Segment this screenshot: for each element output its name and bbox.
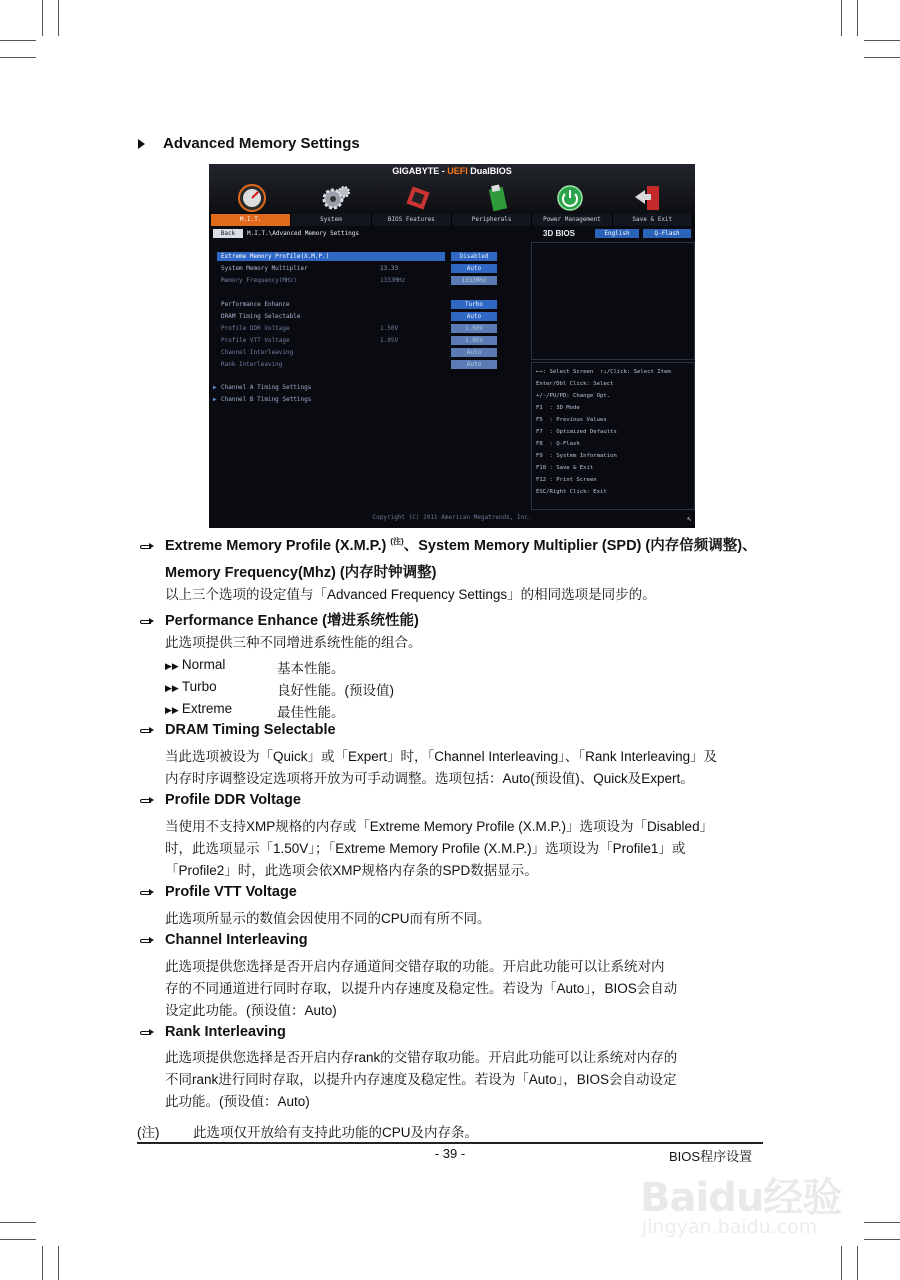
item-description: 此选项提供您选择是否开启内存rank的交错存取功能。开启此功能可以让系统对内存的 (165, 1050, 678, 1065)
help-line: F8 : Q-Flash (536, 441, 580, 447)
setting-row-xmp[interactable] (215, 252, 525, 262)
setting-label: Profile DDR Voltage (221, 325, 290, 332)
item-description: 内存时序调整设定选项将开放为可手动调整。选项包括：Auto(预设值)、Quick及Expert。 (165, 771, 694, 786)
footnote-mark: (注) (137, 1125, 160, 1140)
language-button[interactable]: English (595, 229, 639, 238)
crop-mark (841, 1246, 842, 1280)
help-line: +/-/PU/PD: Change Opt. (536, 393, 611, 399)
setting-option[interactable]: Turbo (451, 300, 497, 309)
crop-mark (864, 1239, 900, 1240)
watermark-logo: Baidu经验 (640, 1175, 842, 1221)
help-line: F5 : Previous Values (536, 417, 607, 423)
setting-label: Performance Enhance (221, 301, 290, 308)
setting-row-rank-interleaving[interactable] (215, 360, 525, 370)
gear-icon[interactable] (319, 182, 353, 212)
bios-title-brand: GIGABYTE - (392, 166, 448, 176)
exit-door-icon[interactable] (631, 182, 665, 212)
tab-peripherals[interactable]: Peripherals (452, 214, 532, 226)
item-title: Profile DDR Voltage (165, 792, 301, 808)
item-title: DRAM Timing Selectable (165, 722, 336, 738)
power-icon[interactable] (553, 182, 587, 212)
gauge-icon[interactable] (235, 182, 269, 212)
tab-power-management[interactable]: Power Management (532, 214, 612, 226)
crop-mark (58, 0, 59, 36)
bios-info-panel (531, 242, 695, 360)
setting-value: 13.33 (380, 265, 399, 272)
submenu-channel-b[interactable] (215, 395, 525, 405)
item-description: 时，此选项显示「1.50V」；「Extreme Memory Profile (X.M.P.)」选项设为「Profile1」或 (165, 841, 686, 856)
setting-row-performance[interactable] (215, 300, 525, 310)
double-arrow-icon: ▶▶ (165, 683, 179, 693)
item-heading-dram-timing (140, 722, 336, 738)
item-heading-performance (140, 609, 419, 630)
setting-label: Profile VTT Voltage (221, 337, 290, 344)
setting-label: Extreme Memory Profile(X.M.P.) (221, 253, 330, 260)
setting-option[interactable]: Auto (451, 264, 497, 273)
submenu-label: Channel B Timing Settings (221, 396, 312, 403)
item-description: 此选项所显示的数值会因使用不同的CPU而有所不同。 (165, 911, 491, 926)
setting-label: DRAM Timing Selectable (221, 313, 301, 320)
crop-mark (0, 57, 36, 58)
setting-row-ddr-voltage[interactable] (215, 324, 525, 334)
back-button[interactable]: Back (213, 229, 243, 238)
item-heading-ddr-voltage (140, 792, 301, 808)
help-line: ←→: Select Screen ↑↓/Click: Select Item (536, 369, 671, 375)
item-description: 此选项提供三种不同增进系统性能的组合。 (165, 635, 422, 650)
bios-tab-bar (211, 214, 693, 226)
setting-option[interactable]: Disabled (451, 252, 497, 261)
submenu-arrow-icon: ▶ (213, 384, 217, 391)
pointer-bullet-icon (140, 888, 154, 896)
bios-copyright: Copyright (C) 2011 American Megatrends, Inc. (372, 514, 532, 521)
option-name: Turbo (181, 679, 217, 694)
setting-row-channel-interleaving[interactable] (215, 348, 525, 358)
tab-save-exit[interactable]: Save & Exit (613, 214, 693, 226)
setting-row-vtt-voltage[interactable] (215, 336, 525, 346)
pointer-bullet-icon (140, 936, 154, 944)
item-heading-vtt-voltage (140, 884, 297, 900)
crop-mark (857, 0, 858, 36)
help-line: F12 : Print Screen (536, 477, 597, 483)
usb-icon[interactable] (481, 182, 515, 212)
pointer-bullet-icon (140, 617, 154, 625)
tab-mit[interactable]: M.I.T. (211, 214, 291, 226)
crop-mark (864, 40, 900, 41)
pointer-bullet-icon (140, 726, 154, 734)
double-arrow-icon: ▶▶ (165, 661, 179, 671)
breadcrumb: M.I.T.\Advanced Memory Settings (247, 230, 359, 237)
setting-option: Auto (451, 348, 497, 357)
submenu-channel-a[interactable] (215, 383, 525, 393)
help-line: F9 : System Information (536, 453, 617, 459)
item-description: 此功能。(预设值：Auto) (165, 1094, 310, 1109)
option-row (165, 657, 345, 676)
chip-icon[interactable] (401, 182, 435, 212)
crop-mark (42, 1246, 43, 1280)
crop-mark (0, 40, 36, 41)
item-title-continued: Memory Frequency(Mhz) (内存时钟调整) (165, 565, 437, 581)
tab-system[interactable]: System (291, 214, 371, 226)
option-name: Extreme (181, 701, 233, 716)
setting-label: System Memory Multiplier (221, 265, 308, 272)
setting-option: 1.50V (451, 324, 497, 333)
setting-value: 1333MHz (380, 277, 406, 284)
setting-row-dram-timing[interactable] (215, 312, 525, 322)
item-description: 「Profile2」时，此选项会依XMP规格内存条的SPD数据显示。 (165, 863, 538, 878)
setting-label: Rank Interleaving (221, 361, 283, 368)
setting-label: Channel Interleaving (221, 349, 294, 356)
crop-mark (864, 1222, 900, 1223)
crop-mark (841, 0, 842, 36)
help-line: ESC/Right Click: Exit (536, 489, 607, 495)
help-line: F10 : Save & Exit (536, 465, 594, 471)
crop-mark (0, 1239, 36, 1240)
item-title: Extreme Memory Profile (X.M.P.) (165, 538, 387, 554)
page-number: - 39 - (434, 1146, 466, 1161)
help-line: F1 : 3D Mode (536, 405, 580, 411)
pointer-bullet-icon (140, 542, 154, 550)
footnote-text: 此选项仅开放给有支持此功能的CPU及内存条。 (193, 1125, 479, 1140)
item-description: 以上三个选项的设定值与「Advanced Frequency Settings」的相同选项是同步的。 (165, 587, 656, 602)
bios-title (209, 166, 695, 176)
item-title: Rank Interleaving (165, 1024, 286, 1040)
footer-section-title: BIOS程序设置 (669, 1149, 753, 1164)
option-row (165, 679, 394, 698)
item-heading-xmp (140, 534, 757, 555)
qflash-button[interactable]: Q-Flash (643, 229, 691, 238)
item-heading-channel-interleaving (140, 932, 308, 948)
option-desc: 良好性能。(预设值) (277, 683, 394, 698)
bios-breadcrumb-bar (211, 228, 693, 239)
item-title: 、System Memory Multiplier (SPD) (内存倍频调整)、 (403, 538, 757, 554)
item-title: Profile VTT Voltage (165, 884, 297, 900)
crop-mark (42, 0, 43, 36)
item-title: Channel Interleaving (165, 932, 308, 948)
footnote (137, 1121, 479, 1141)
setting-option: Auto (451, 360, 497, 369)
setting-label: Memory Frequency(MHz) (221, 277, 297, 284)
bios-title-uefi: UEFI (447, 166, 468, 176)
setting-option: 1333MHz (451, 276, 497, 285)
crop-mark (58, 1246, 59, 1280)
section-heading (138, 135, 360, 152)
watermark-url: jingyan.baidu.com (642, 1216, 818, 1238)
setting-option: 1.05V (451, 336, 497, 345)
option-row (165, 701, 345, 720)
crop-mark (864, 57, 900, 58)
note-mark: (注) (390, 537, 404, 547)
setting-row-frequency[interactable] (215, 276, 525, 286)
double-arrow-icon: ▶▶ (165, 705, 179, 715)
3d-bios-logo: 3D BIOS (543, 229, 576, 238)
option-name: Normal (181, 657, 226, 672)
bios-title-dualbios: DualBIOS (467, 166, 512, 176)
tab-bios-features[interactable]: BIOS Features (372, 214, 452, 226)
pointer-bullet-icon (140, 1028, 154, 1036)
help-line: Enter/Dbl Click: Select (536, 381, 614, 387)
option-desc: 基本性能。 (277, 661, 345, 676)
item-title: Performance Enhance (增进系统性能) (165, 613, 419, 629)
bios-screenshot (209, 164, 695, 528)
submenu-label: Channel A Timing Settings (221, 384, 312, 391)
item-description: 设定此功能。(预设值：Auto) (165, 1003, 337, 1018)
help-line: F7 : Optimized Defaults (536, 429, 617, 435)
setting-value: 1.50V (380, 325, 399, 332)
bios-help-panel (531, 362, 695, 510)
item-description: 存的不同通道进行同时存取，以提升内存速度及稳定性。若设为「Auto」，BIOS会自动 (165, 981, 678, 996)
setting-value: 1.05V (380, 337, 399, 344)
item-heading-rank-interleaving (140, 1024, 286, 1040)
setting-row-multiplier[interactable] (215, 264, 525, 274)
footer-divider (137, 1142, 763, 1144)
option-desc: 最佳性能。 (277, 705, 345, 720)
item-description: 当此选项被设为「Quick」或「Expert」时，「Channel Interleaving」、「Rank Interleaving」及 (165, 749, 718, 764)
pointer-bullet-icon (140, 796, 154, 804)
crop-mark (857, 1246, 858, 1280)
item-description: 不同rank进行同时存取，以提升内存速度及稳定性。若设为「Auto」，BIOS会自动设定 (165, 1072, 677, 1087)
mouse-cursor-icon: ↖ (687, 514, 692, 523)
item-description: 当使用不支持XMP规格的内存或「Extreme Memory Profile (X.M.P.)」选项设为「Disabled」 (165, 819, 714, 834)
crop-mark (0, 1222, 36, 1223)
submenu-arrow-icon: ▶ (213, 396, 217, 403)
setting-option[interactable]: Auto (451, 312, 497, 321)
item-description: 此选项提供您选择是否开启内存通道间交错存取的功能。开启此功能可以让系统对内 (165, 959, 665, 974)
triangle-bullet-icon (138, 139, 145, 149)
section-heading-text: Advanced Memory Settings (163, 135, 360, 152)
